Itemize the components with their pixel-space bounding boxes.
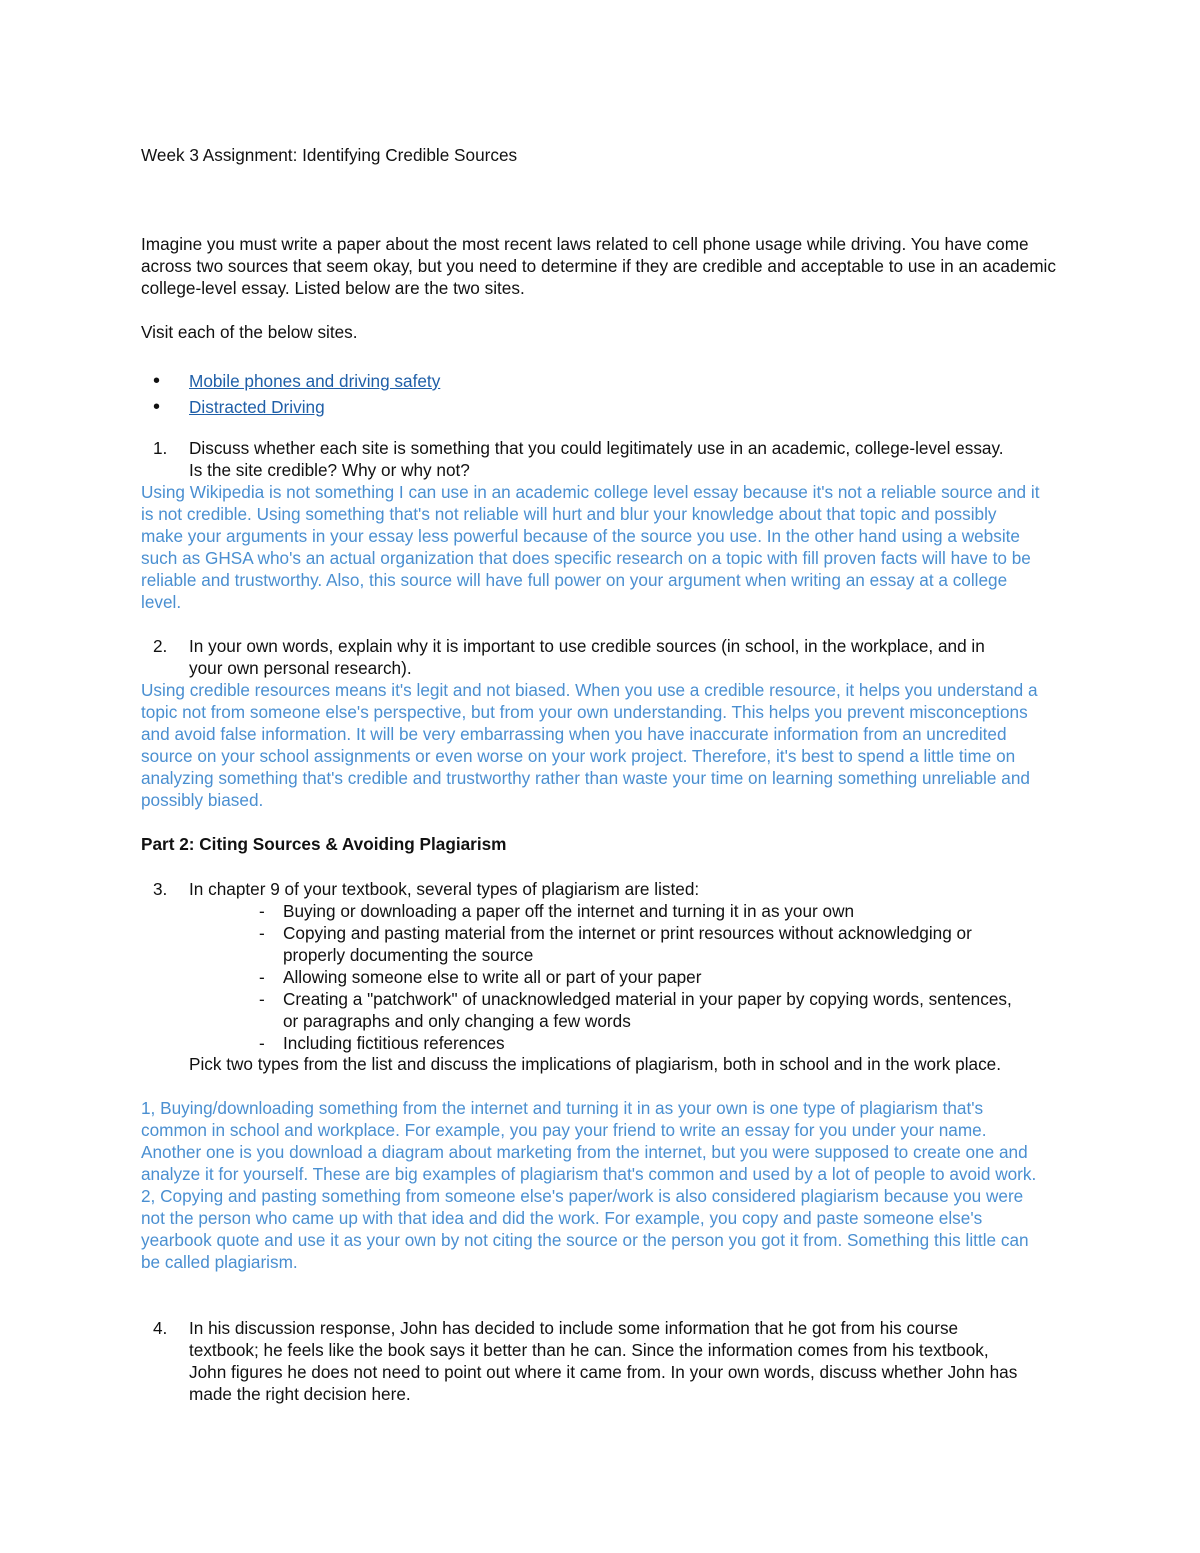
answer-2: Using credible resources means it's legit and not biased. When you use a credible resource, it helps you understand a topic not from someone else's perspective, but from your own understanding. This helps you prevent misconceptions and avoid false information. It will be very embarrassing when you have inaccurate information from an uncredited source on your school assignments or even worse on your work project. Therefore, it's best to spend a little time on analyzing something that's credible and trustworthy rather than waste your time on learning something unreliable and possibly biased.: [141, 680, 1038, 810]
list-item: [141, 368, 440, 394]
page-title: Week 3 Assignment: Identifying Credible Sources: [141, 145, 518, 165]
list-item: [141, 394, 440, 420]
list-item: - Creating a "patchwork" of unacknowledged material in your paper by copying words, sentences, or paragraphs and only changing a few words: [141, 988, 1021, 1032]
list-item: - Copying and pasting material from the internet or print resources without acknowledging or properly documenting the source: [141, 922, 1021, 966]
question-4: [141, 1317, 1021, 1405]
visit-instruction: Visit each of the below sites.: [141, 322, 358, 342]
question-2: [141, 635, 1021, 679]
question-number: 3.: [153, 879, 168, 899]
question-1: [141, 437, 1021, 481]
plagiarism-types-list: [141, 900, 1021, 1054]
question-text: In chapter 9 of your textbook, several types of plagiarism are listed:: [189, 879, 700, 899]
answer-3: [141, 1097, 1041, 1273]
distracted-driving-link[interactable]: Distracted Driving: [189, 397, 325, 417]
question-text: In his discussion response, John has decided to include some information that he got from his course textbook; he feels like the book says it better than he can. Since the information comes from his textbook, John figures he does not need to point out where it came from. In your own words, discuss whether John has made the right decision here.: [189, 1318, 1018, 1404]
question-number: 2.: [153, 636, 168, 656]
answer-3-part-1: 1, Buying/downloading something from the internet and turning it in as your own is one type of plagiarism that's common in school and workplace. For example, you pay your friend to write an essay for you under your name. Another one is you download a diagram about marketing from the internet, but you were supposed to create one and analyze it for yourself. These are big examples of plagiarism that's common and used by a lot of people to avoid work.: [141, 1098, 1037, 1184]
question-text: Discuss whether each site is something that you could legitimately use in an academic, college-level essay. Is the site credible? Why or why not?: [189, 438, 1004, 480]
question-3: [141, 878, 1021, 900]
list-item: - Buying or downloading a paper off the internet and turning it in as your own: [141, 900, 1021, 922]
pick-instruction: Pick two types from the list and discuss the implications of plagiarism, both in school and in the work place.: [189, 1054, 1002, 1074]
list-item: - Including fictitious references: [141, 1032, 1021, 1054]
part-2-heading: Part 2: Citing Sources & Avoiding Plagiarism: [141, 834, 507, 854]
source-links-list: [141, 368, 440, 420]
answer-3-part-2: 2, Copying and pasting something from someone else's paper/work is also considered plagiarism because you were not the person who came up with that idea and did the work. For example, you copy and paste someone else's yearbook quote and use it as your own by not citing the source or the person you got it from. Something this little can be called plagiarism.: [141, 1186, 1029, 1272]
list-item: - Allowing someone else to write all or part of your paper: [141, 966, 1021, 988]
mobile-phones-link[interactable]: Mobile phones and driving safety: [189, 371, 441, 391]
answer-1: Using Wikipedia is not something I can use in an academic college level essay because it's not a reliable source and it is not credible. Using something that's not reliable will hurt and blur your knowledge about that topic and possibly make your arguments in your essay less powerful because of the source you use. In the other hand using a website such as GHSA who's an actual organization that does specific research on a topic with fill proven facts will have to be reliable and trustworthy. Also, this source will have full power on your argument when writing an essay at a college level.: [141, 482, 1040, 612]
question-number: 4.: [153, 1318, 168, 1338]
question-number: 1.: [153, 438, 168, 458]
question-text: In your own words, explain why it is important to use credible sources (in school, in the workplace, and in your own personal research).: [189, 636, 985, 678]
intro-paragraph: Imagine you must write a paper about the most recent laws related to cell phone usage while driving. You have come across two sources that seem okay, but you need to determine if they are credible and acceptable to use in an academic college-level essay. Listed below are the two sites.: [141, 234, 1056, 298]
